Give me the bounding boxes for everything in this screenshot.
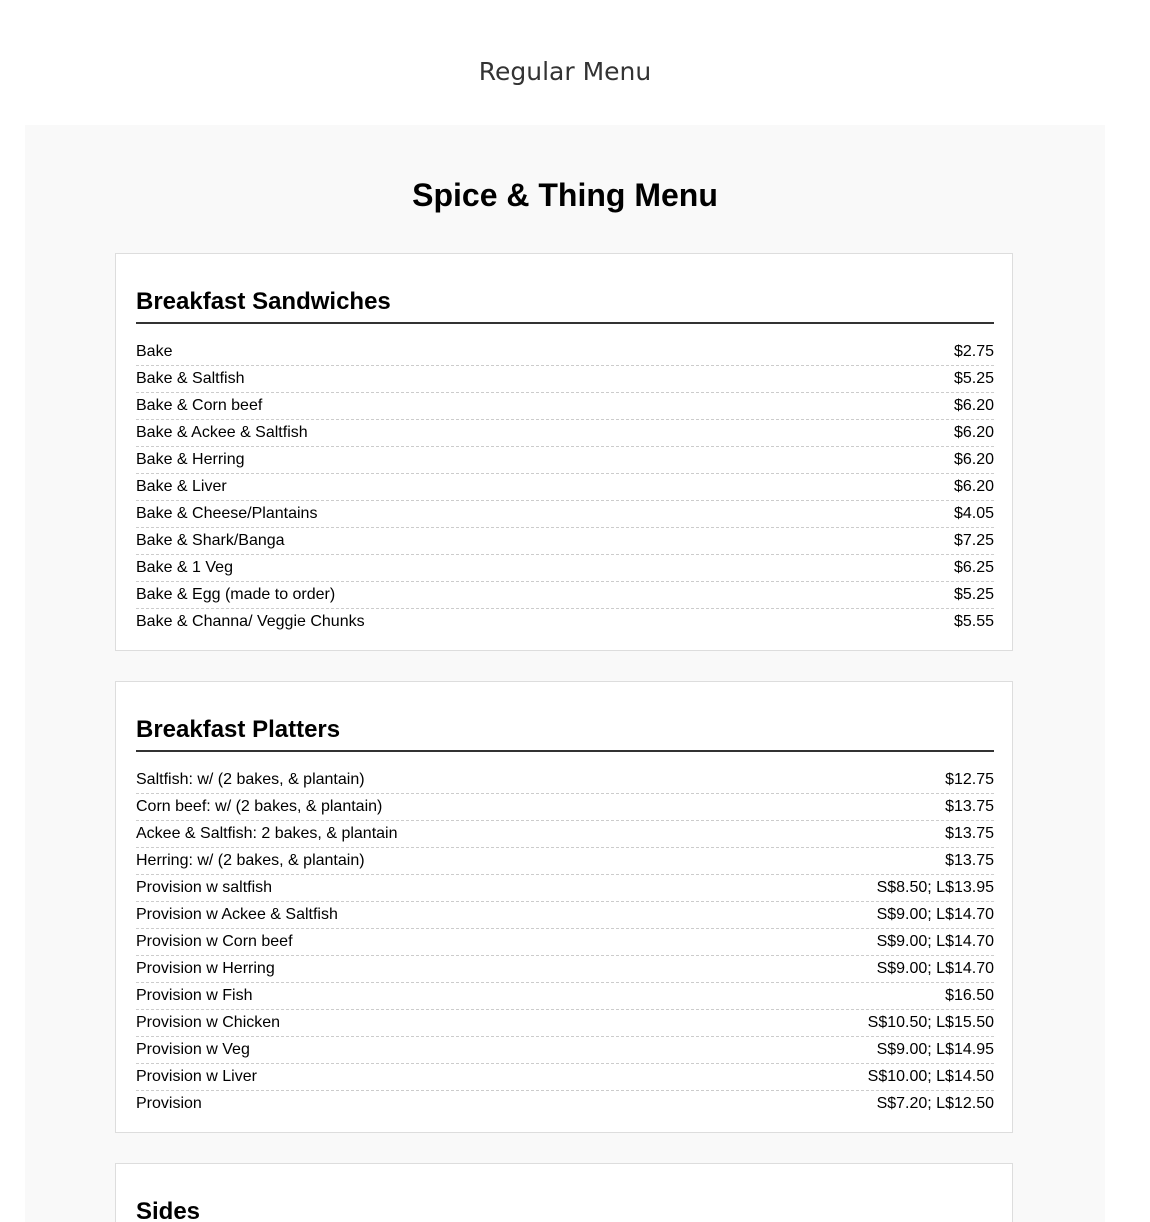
menu-item-name: Bake & 1 Veg: [136, 559, 233, 576]
menu-item-price: $7.25: [953, 532, 994, 549]
menu-item-name: Bake & Saltfish: [136, 370, 245, 387]
menu-item-price: S$10.50; L$15.50: [867, 1014, 994, 1031]
menu-item-name: Provision w Ackee & Saltfish: [136, 906, 338, 923]
menu-item: [136, 582, 994, 609]
menu-item: [136, 902, 994, 929]
section-breakfast-platters: [115, 681, 1013, 1133]
section-breakfast-sandwiches: [115, 253, 1013, 651]
menu-item-price: $12.75: [945, 771, 994, 788]
menu-item: [136, 1037, 994, 1064]
menu-item-name: Bake & Corn beef: [136, 397, 263, 414]
menu-item-name: Saltfish: w/ (2 bakes, & plantain): [136, 771, 365, 788]
menu-item-price: $13.75: [945, 852, 994, 869]
menu-item-name: Provision w Fish: [136, 987, 253, 1004]
menu-item: [136, 1010, 994, 1037]
menu-item: [136, 929, 994, 956]
menu-item: [136, 501, 994, 528]
menu-item-name: Corn beef: w/ (2 bakes, & plantain): [136, 798, 383, 815]
section-divider: [136, 750, 994, 752]
menu-item-name: Bake & Cheese/Plantains: [136, 505, 318, 522]
menu-item-name: Bake & Herring: [136, 451, 245, 468]
menu-item-name: Bake & Channa/ Veggie Chunks: [136, 613, 365, 630]
menu-item: [136, 956, 994, 983]
menu-item: [136, 1064, 994, 1091]
menu-item: [136, 339, 994, 366]
menu-item-name: Herring: w/ (2 bakes, & plantain): [136, 852, 365, 869]
menu-item: [136, 794, 994, 821]
menu-item-name: Provision w saltfish: [136, 879, 273, 896]
menu-container: [25, 125, 1105, 1222]
menu-item: [136, 366, 994, 393]
menu-item: [136, 555, 994, 582]
menu-item-price: S$9.00; L$14.70: [876, 906, 994, 923]
section-title: Sides: [136, 1198, 201, 1222]
menu-item-price: S$10.00; L$14.50: [867, 1068, 994, 1085]
section-title: Breakfast Sandwiches: [136, 288, 391, 315]
menu-item-price: $6.20: [953, 424, 994, 441]
menu-item-price: $13.75: [945, 798, 994, 815]
menu-item-name: Provision w Veg: [136, 1041, 250, 1058]
menu-item-price: $16.50: [945, 987, 994, 1004]
menu-item: [136, 528, 994, 555]
menu-item-list: [136, 767, 994, 1117]
section-divider: [136, 322, 994, 324]
menu-item-price: $6.20: [953, 397, 994, 414]
menu-title: Spice & Thing Menu: [412, 177, 718, 213]
menu-item-name: Provision w Corn beef: [136, 933, 293, 950]
menu-item: [136, 393, 994, 420]
menu-item: [136, 1091, 994, 1117]
menu-item: [136, 848, 994, 875]
section-title: Breakfast Platters: [136, 716, 341, 743]
menu-item: [136, 983, 994, 1010]
menu-item-name: Bake & Liver: [136, 478, 227, 495]
menu-item-price: $2.75: [953, 343, 994, 360]
menu-item-price: $13.75: [945, 825, 994, 842]
menu-item-price: S$7.20; L$12.50: [876, 1095, 994, 1112]
menu-item-price: $5.25: [953, 370, 994, 387]
menu-item: [136, 767, 994, 794]
menu-item-price: S$9.00; L$14.95: [876, 1041, 994, 1058]
menu-item-price: $6.20: [953, 478, 994, 495]
menu-item-name: Bake: [136, 343, 173, 360]
menu-item-name: Bake & Shark/Banga: [136, 532, 285, 549]
page-heading: Regular Menu: [478, 57, 652, 86]
menu-item: [136, 875, 994, 902]
menu-item-name: Bake & Ackee & Saltfish: [136, 424, 308, 441]
menu-item-price: S$9.00; L$14.70: [876, 960, 994, 977]
menu-item-list: [136, 339, 994, 635]
menu-item: [136, 821, 994, 848]
menu-item-name: Ackee & Saltfish: 2 bakes, & plantain: [136, 825, 398, 842]
menu-item-name: Bake & Egg (made to order): [136, 586, 336, 603]
menu-item-price: S$8.50; L$13.95: [876, 879, 994, 896]
menu-item-price: $4.05: [953, 505, 994, 522]
menu-item: [136, 447, 994, 474]
menu-item-price: $6.20: [953, 451, 994, 468]
section-sides: [115, 1163, 1013, 1222]
menu-item-price: S$9.00; L$14.70: [876, 933, 994, 950]
menu-item-name: Provision w Liver: [136, 1068, 257, 1085]
menu-item-name: Provision w Chicken: [136, 1014, 281, 1031]
menu-item: [136, 474, 994, 501]
menu-item: [136, 609, 994, 635]
menu-item: [136, 420, 994, 447]
menu-item-price: $5.25: [953, 586, 994, 603]
menu-item-name: Provision w Herring: [136, 960, 275, 977]
menu-item-price: $6.25: [953, 559, 994, 576]
menu-item-price: $5.55: [953, 613, 994, 630]
menu-item-name: Provision: [136, 1095, 202, 1112]
